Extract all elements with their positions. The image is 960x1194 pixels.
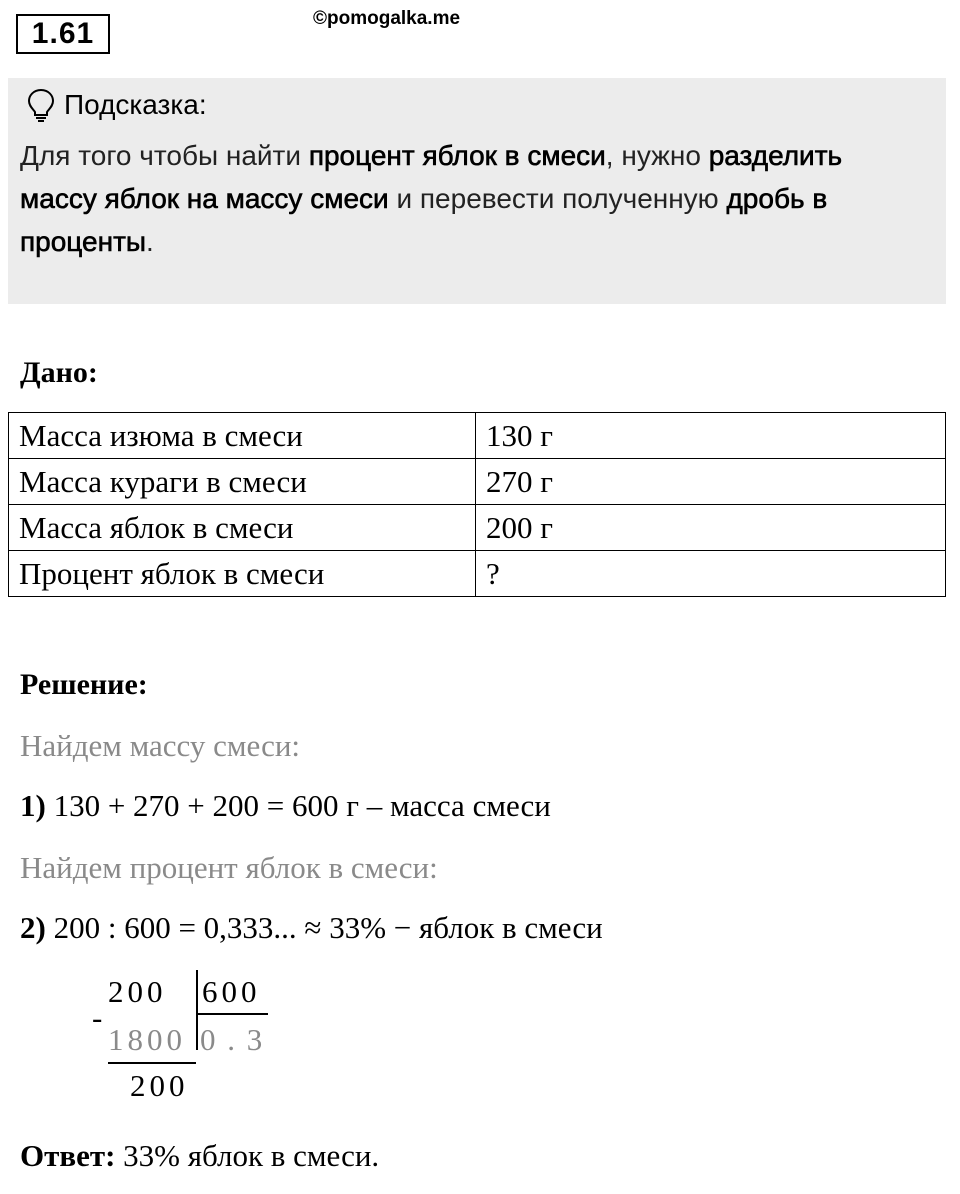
answer-line — [20, 1138, 379, 1174]
answer-label: Ответ: — [20, 1138, 116, 1173]
subtracted: 1800 — [108, 1022, 186, 1057]
table-cell-label: Масса кураги в смеси — [9, 459, 476, 505]
division-subtraction-rule — [108, 1062, 196, 1064]
answer-text: 33% яблок в смеси. — [115, 1138, 380, 1173]
hint-emphasis: процент яблок в смеси — [308, 140, 606, 171]
table-cell-value: 130 г — [476, 413, 946, 459]
watermark: ©pomogalka.me — [313, 8, 461, 29]
hint-text-segment: и перевести полученную — [388, 183, 727, 214]
problem-number: 1.61 — [16, 14, 110, 54]
given-title: Дано: — [20, 356, 98, 389]
division-vertical-rule — [196, 970, 198, 1050]
table-row — [9, 505, 946, 551]
division-quotient-rule — [198, 1013, 268, 1015]
lightbulb-icon — [26, 88, 56, 122]
hint-emphasis: разделить массу яблок на массу смеси — [20, 140, 843, 214]
step1-caption: Найдем массу смеси: — [20, 728, 301, 763]
quotient: 0 . 3 — [200, 1022, 265, 1057]
step2-caption: Найдем процент яблок в смеси: — [20, 850, 438, 885]
solution-title: Решение: — [20, 668, 148, 701]
table-cell-value: ? — [476, 551, 946, 597]
hint-text — [20, 134, 920, 263]
minus-sign: - — [92, 1000, 103, 1035]
table-row — [9, 459, 946, 505]
table-cell-value: 200 г — [476, 505, 946, 551]
step1-expression: 130 + 270 + 200 = 600 г – масса смеси — [45, 788, 551, 823]
divisor: 600 — [202, 974, 261, 1009]
step2-line — [20, 910, 603, 946]
hint-title-row — [26, 88, 207, 122]
table-cell-label: Процент яблок в смеси — [9, 551, 476, 597]
hint-text-segment: , нужно — [605, 140, 709, 171]
hint-text-segment: Для того чтобы найти — [20, 140, 309, 171]
table-row — [9, 413, 946, 459]
table-cell-label: Масса изюма в смеси — [9, 413, 476, 459]
step2-number: 2) — [20, 910, 46, 945]
dividend: 200 — [108, 974, 167, 1009]
step1-number: 1) — [20, 788, 46, 823]
hint-box — [8, 78, 946, 304]
given-table — [8, 412, 946, 597]
step1-line — [20, 788, 551, 824]
step2-expression: 200 : 600 = 0,333... ≈ 33% − яблок в смеси — [45, 910, 603, 945]
hint-text-segment: . — [146, 226, 154, 257]
table-cell-value: 270 г — [476, 459, 946, 505]
table-cell-label: Масса яблок в смеси — [9, 505, 476, 551]
hint-emphasis: дробь в проценты — [20, 183, 828, 257]
hint-title: Подсказка: — [64, 89, 207, 120]
table-row — [9, 551, 946, 597]
remainder: 200 — [130, 1068, 189, 1103]
